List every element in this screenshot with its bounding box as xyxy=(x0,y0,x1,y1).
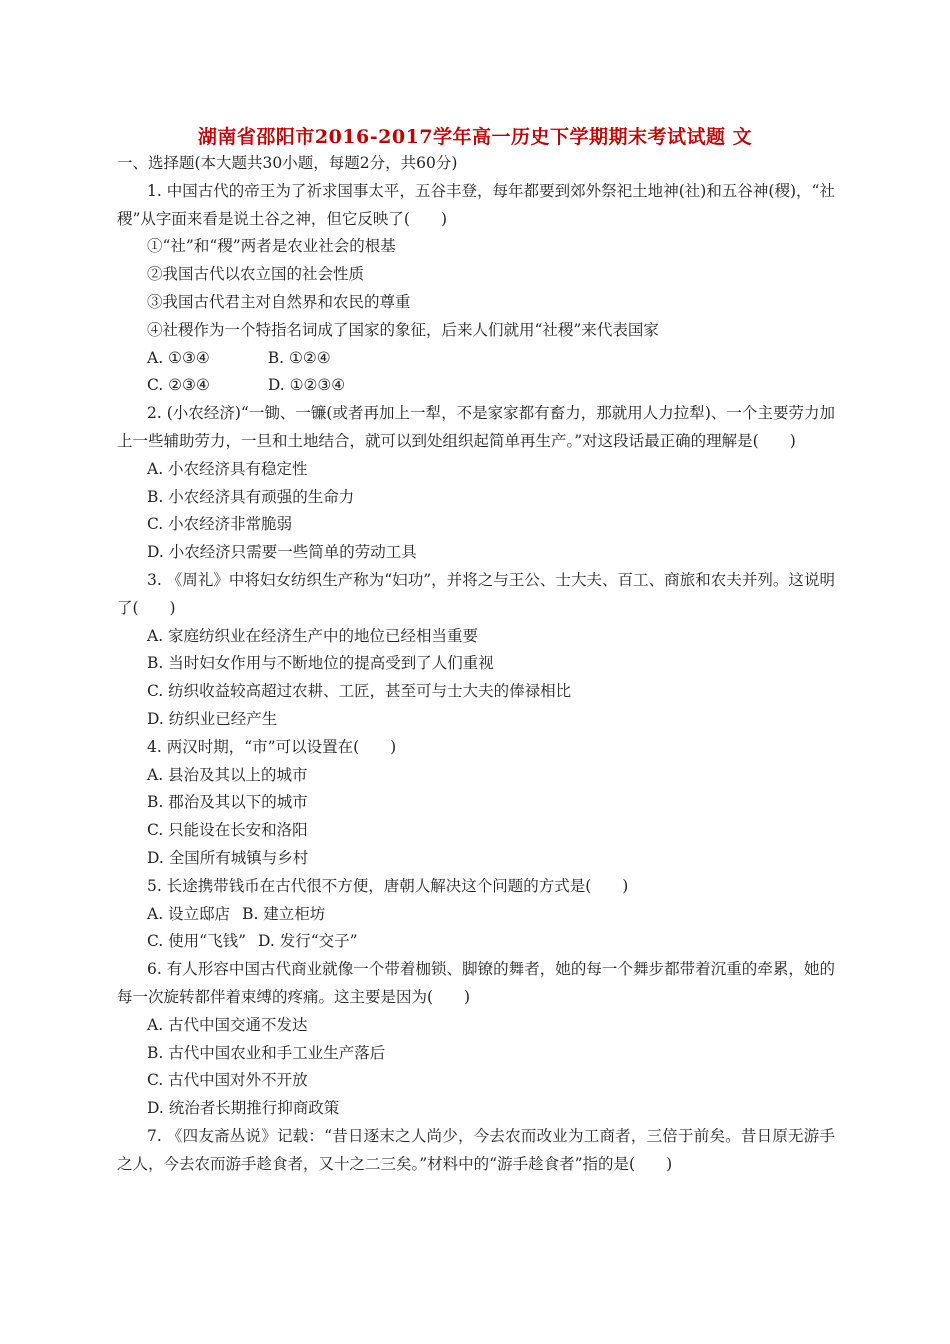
q6-option-c: C. 古代中国对外不开放 xyxy=(147,1071,308,1090)
question-7-stem: 7. 《四友斋丛说》记载：“昔日逐末之人尚少，今去农而改业为工商者，三倍于前矣。昔日原无游手之人，今去农而游手趁食者，又十之二三矣。”材料中的“游手趁食者”指的是( ) xyxy=(117,1126,835,1173)
section-heading: 一、选择题(本大题共30小题，每题2分，共60分) xyxy=(117,154,458,172)
q2-option-c: C. 小农经济非常脆弱 xyxy=(147,515,293,534)
q3-option-a: A. 家庭纺织业在经济生产中的地位已经相当重要 xyxy=(147,626,479,645)
q4-option-d: D. 全国所有城镇与乡村 xyxy=(147,848,309,867)
q1-option-c: C. ②③④ xyxy=(147,376,210,395)
question-4-stem: 4. 两汉时期，“市”可以设置在( ) xyxy=(147,737,397,756)
document-body xyxy=(117,150,835,1178)
question-6-stem: 6. 有人形容中国古代商业就像一个带着枷锁、脚镣的舞者，她的每一个舞步都带着沉重的牵累，她的每一次旋转都伴着束缚的疼痛。这主要是因为( ) xyxy=(117,960,835,1006)
question-3-stem: 3. 《周礼》中将妇女纺织生产称为“妇功”，并将之与王公、士大夫、百工、商旅和农夫并列。这说明了( ) xyxy=(117,570,835,617)
q3-option-b: B. 当时妇女作用与不断地位的提高受到了人们重视 xyxy=(147,654,494,673)
q4-option-c: C. 只能设在长安和洛阳 xyxy=(147,821,308,840)
document-title: 湖南省邵阳市2016-2017学年高一历史下学期期末考试试题 文 xyxy=(197,126,753,148)
q2-option-a: A. 小农经济具有稳定性 xyxy=(147,459,308,478)
q1-option-d: D. ①②③④ xyxy=(267,376,346,395)
q1-options-ab xyxy=(117,345,835,373)
q2-option-d: D. 小农经济只需要一些简单的劳动工具 xyxy=(147,543,417,562)
q5-options-cd xyxy=(117,928,835,956)
q5-option-d: D. 发行“交子” xyxy=(258,932,358,951)
question-1-stem: 1. 中国古代的帝王为了祈求国事太平，五谷丰登，每年都要到郊外祭祀土地神(社)和五谷神(稷)，“社稷”从字面来看是说土谷之神，但它反映了( ) xyxy=(117,181,835,228)
q5-option-a: A. 设立邸店 xyxy=(147,904,231,923)
q5-option-c: C. 使用“飞钱” xyxy=(147,932,247,951)
q1-statement-3: ③我国古代君主对自然界和农民的尊重 xyxy=(147,292,411,311)
q6-option-d: D. 统治者长期推行抑商政策 xyxy=(147,1099,340,1118)
q1-options-cd xyxy=(117,372,835,400)
q1-option-b: B. ①②④ xyxy=(267,348,331,367)
q3-option-d: D. 纺织业已经产生 xyxy=(147,709,278,728)
q1-statement-2: ②我国古代以农立国的社会性质 xyxy=(147,265,365,284)
q4-option-a: A. 县治及其以上的城市 xyxy=(147,765,308,784)
question-5-stem: 5. 长途携带钱币在古代很不方便，唐朝人解决这个问题的方式是( ) xyxy=(147,876,629,895)
q2-option-b: B. 小农经济具有顽强的生命力 xyxy=(147,487,355,506)
q4-option-b: B. 郡治及其以下的城市 xyxy=(147,793,308,812)
q5-options-ab xyxy=(117,901,835,929)
question-2-stem: 2. (小农经济)“一锄、一镰(或者再加上一犁，不是家家都有畜力，那就用人力拉犁)、一个主要劳力加上一些辅助劳力，一旦和土地结合，就可以到处组织起简单再生产。”对这段话最正确的理解是( ) xyxy=(117,404,835,450)
q6-option-b: B. 古代中国农业和手工业生产落后 xyxy=(147,1043,386,1062)
q6-option-a: A. 古代中国交通不发达 xyxy=(147,1015,308,1034)
q1-statement-1: ①“社”和“稷”两者是农业社会的根基 xyxy=(147,237,396,256)
q1-option-a: A. ①③④ xyxy=(147,348,210,367)
q5-option-b: B. 建立柜坊 xyxy=(242,904,326,923)
q1-statement-4: ④社稷作为一个特指名词成了国家的象征，后来人们就用“社稷”来代表国家 xyxy=(147,320,659,339)
q3-option-c: C. 纺织收益较高超过农耕、工匠，甚至可与士大夫的俸禄相比 xyxy=(147,682,572,701)
